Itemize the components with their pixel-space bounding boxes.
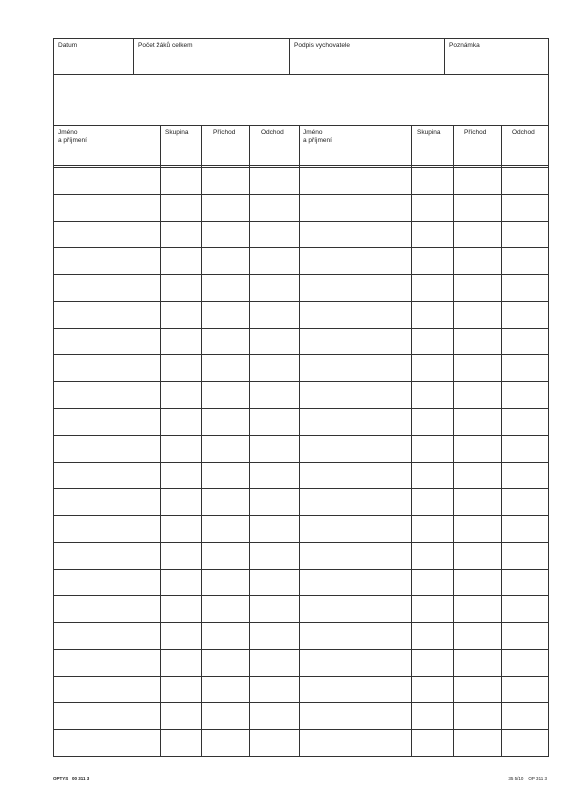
column-header-departure-right: Odchod bbox=[512, 129, 535, 136]
student-count-field[interactable] bbox=[133, 39, 289, 74]
signature-label: Podpis vychovatele bbox=[294, 42, 351, 49]
table-row-divider bbox=[54, 274, 548, 275]
table-row-divider bbox=[54, 569, 548, 570]
footer-left bbox=[53, 776, 89, 782]
note-field[interactable] bbox=[444, 39, 550, 74]
column-header-departure-left: Odchod bbox=[261, 129, 284, 136]
column-header-arrival-right: Příchod bbox=[464, 129, 487, 136]
footer-print-code: 35 5/10 bbox=[508, 776, 524, 781]
column-header-name-left: Jméno a příjmení bbox=[58, 129, 87, 144]
table-row-divider bbox=[54, 381, 548, 382]
column-header-name-right: Jméno a příjmení bbox=[303, 129, 332, 144]
table-row-divider bbox=[54, 595, 548, 596]
table-row-divider bbox=[54, 221, 548, 222]
footer-code: 00 311 3 bbox=[72, 776, 90, 781]
table-row-divider bbox=[54, 649, 548, 650]
column-header-group-left: Skupina bbox=[165, 129, 189, 136]
table-row-divider bbox=[54, 247, 548, 248]
table-row-divider bbox=[54, 729, 548, 730]
table-row-divider bbox=[54, 488, 548, 489]
table-row-divider bbox=[54, 167, 548, 168]
table-row-divider bbox=[54, 542, 548, 543]
table-row-divider bbox=[54, 676, 548, 677]
footer-form-code: OP 311 3 bbox=[528, 776, 547, 781]
table-row-divider bbox=[54, 354, 548, 355]
table-row-divider bbox=[54, 328, 548, 329]
table-row-divider bbox=[54, 702, 548, 703]
table-row-divider bbox=[54, 408, 548, 409]
form-header-row bbox=[54, 39, 548, 75]
date-field[interactable] bbox=[54, 39, 133, 74]
footer-right bbox=[508, 776, 547, 782]
signature-field[interactable] bbox=[289, 39, 444, 74]
table-row-divider bbox=[54, 435, 548, 436]
attendance-table bbox=[53, 125, 549, 757]
table-row-divider bbox=[54, 622, 548, 623]
footer-brand: OPTYS bbox=[53, 776, 69, 781]
student-count-label: Počet žáků celkem bbox=[138, 42, 193, 49]
column-header-arrival-left: Příchod bbox=[213, 129, 236, 136]
date-label: Datum bbox=[58, 42, 78, 49]
table-row-divider bbox=[54, 301, 548, 302]
note-label: Poznámka bbox=[449, 42, 480, 49]
table-row-divider bbox=[54, 462, 548, 463]
table-row-divider bbox=[54, 194, 548, 195]
column-header-group-right: Skupina bbox=[417, 129, 441, 136]
table-row-divider bbox=[54, 515, 548, 516]
